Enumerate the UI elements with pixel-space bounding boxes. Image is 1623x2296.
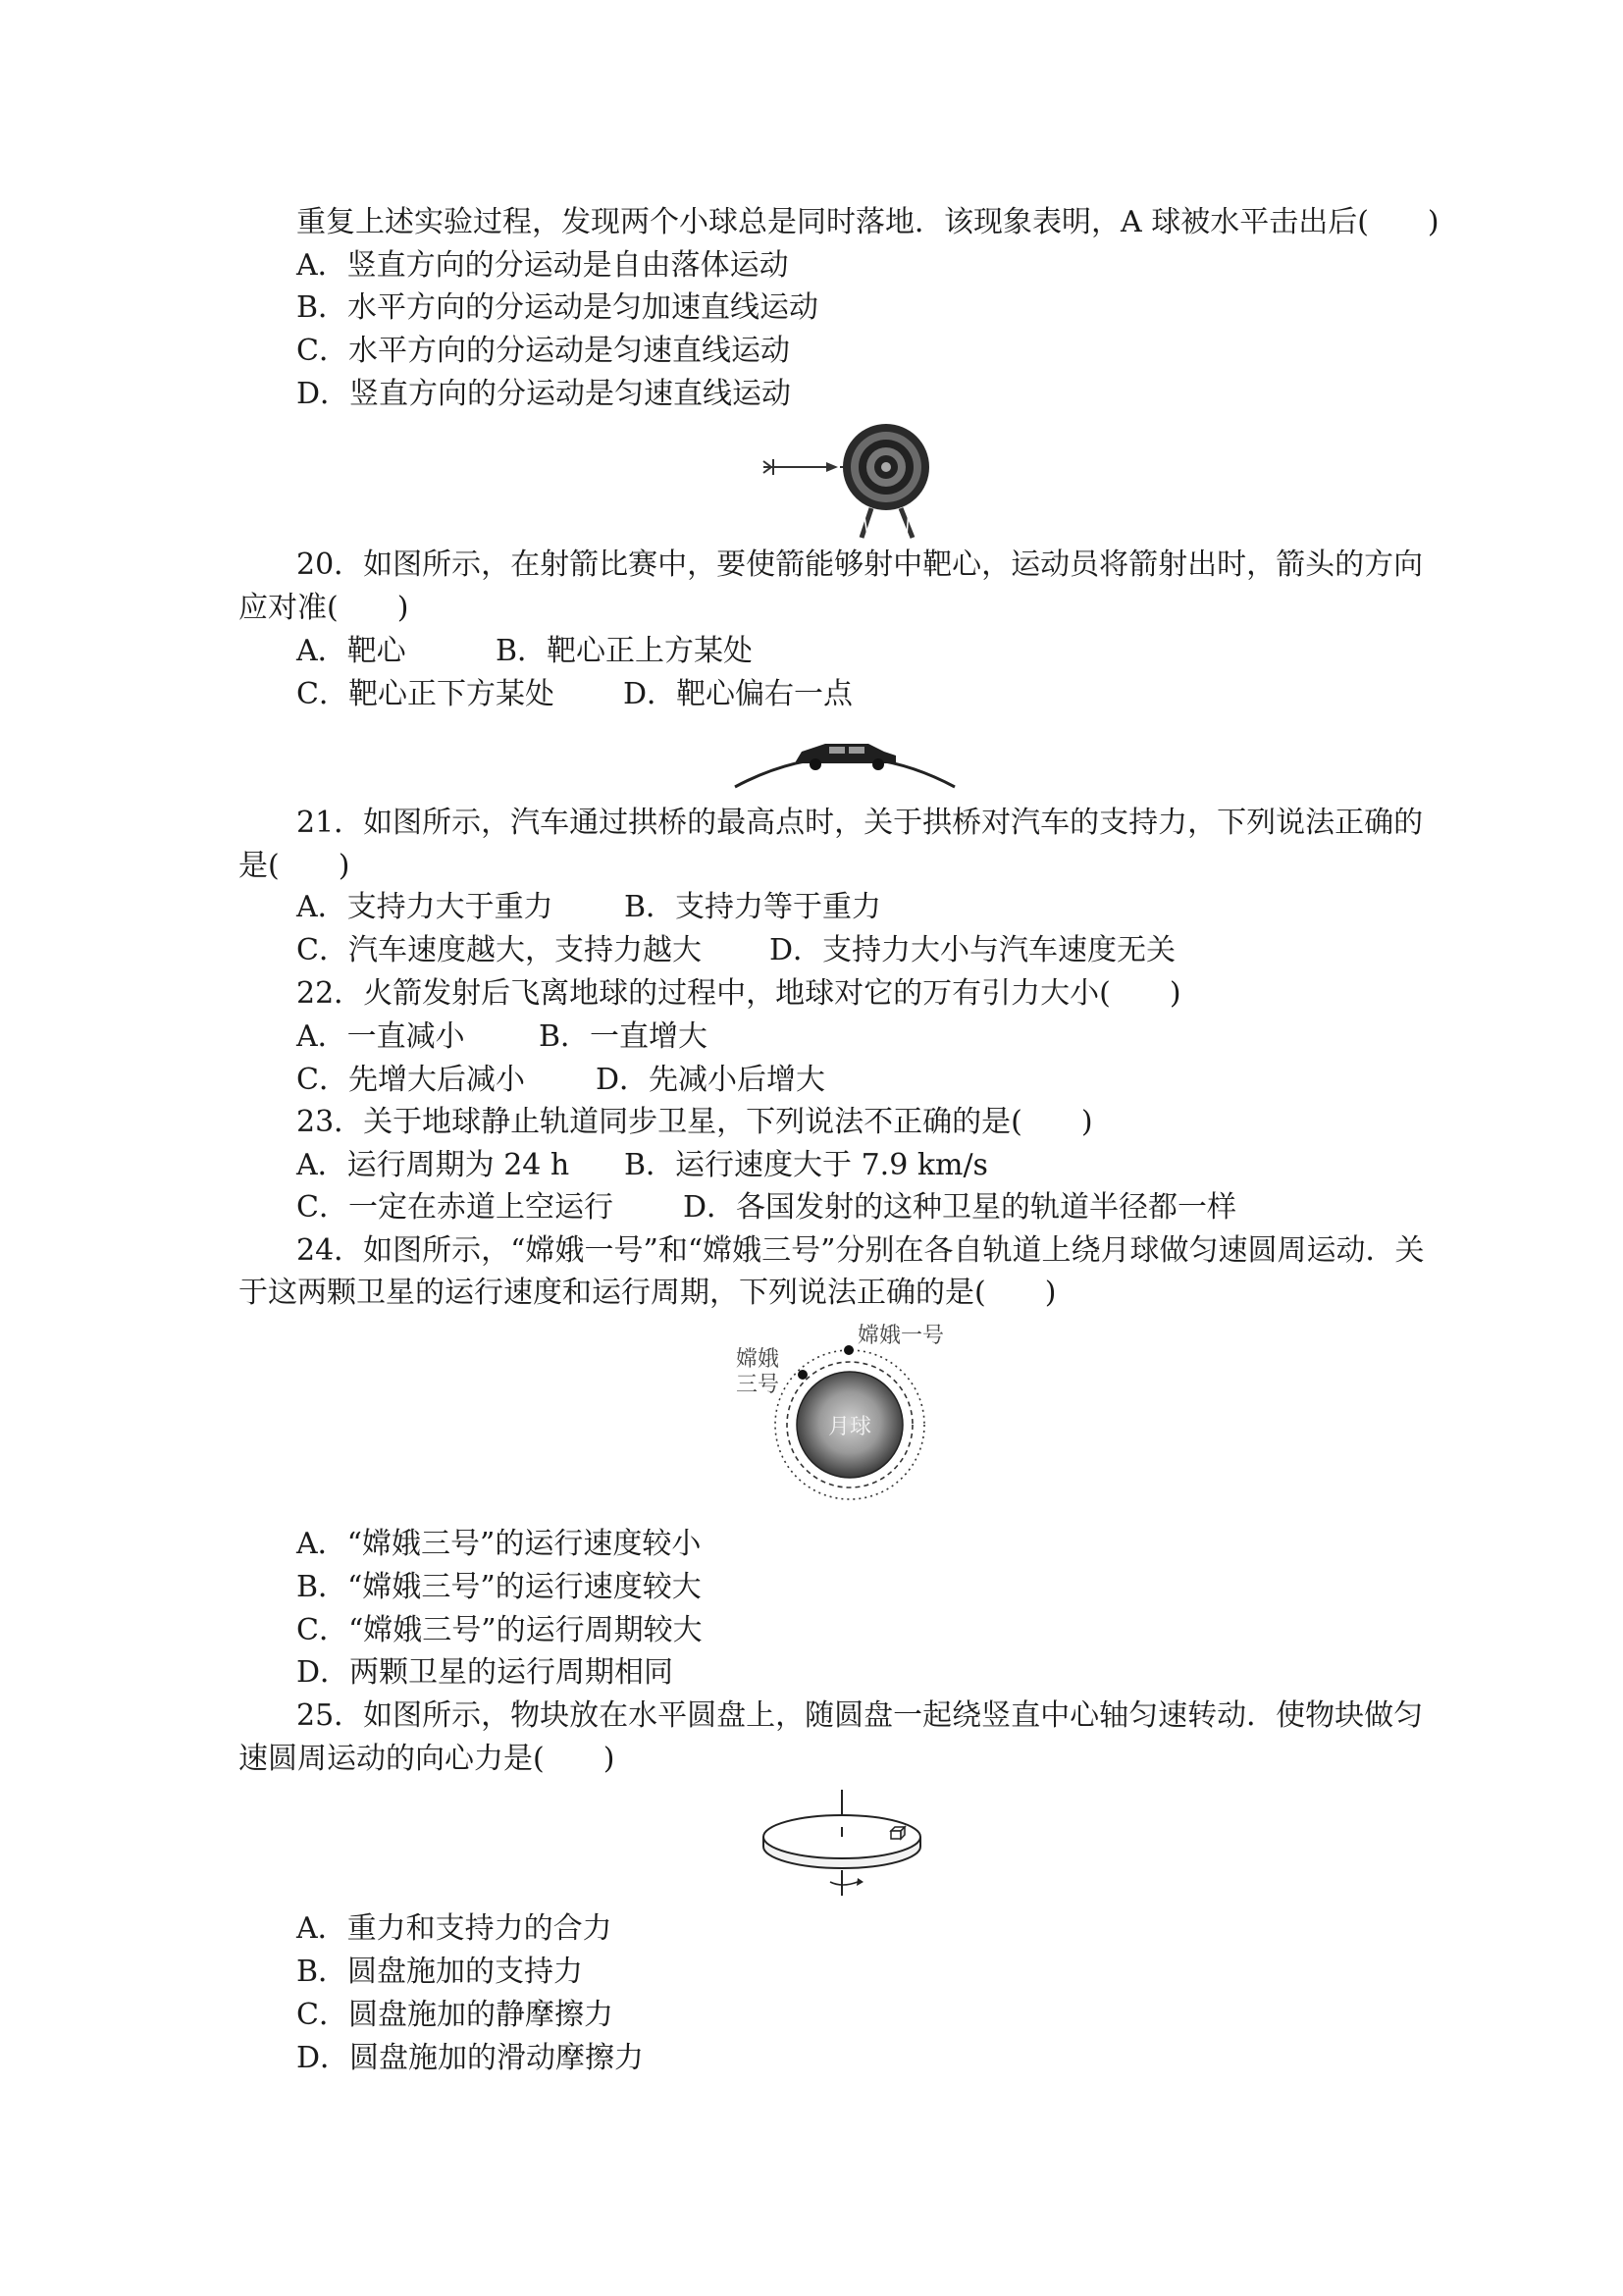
intro-option-b: B．水平方向的分运动是匀加速直线运动 (296, 290, 819, 325)
q24-option-c: C．“嫦娥三号”的运行周期较大 (296, 1613, 703, 1647)
q25-option-a: A．重力和支持力的合力 (296, 1911, 612, 1946)
intro-option-c: C．水平方向的分运动是匀速直线运动 (296, 334, 790, 368)
q23-option-d: D．各国发射的这种卫星的轨道半径都一样 (683, 1190, 1237, 1225)
q25-option-b: B．圆盘施加的支持力 (296, 1955, 584, 1989)
q25-option-d: D．圆盘施加的滑动摩擦力 (296, 2041, 645, 2075)
moon-label: 月球 (827, 1415, 872, 1439)
q23-option-a: A．运行周期为 24 h (296, 1148, 570, 1182)
q21-option-d: D．支持力大小与汽车速度无关 (769, 933, 1177, 967)
q22-option-d: D．先减小后增大 (596, 1063, 826, 1097)
q22-option-a: A．一直减小 (296, 1019, 465, 1054)
chang-e-3-label-2: 三号 (736, 1373, 780, 1397)
q21-option-b: B．支持力等于重力 (624, 890, 882, 924)
chang-e-1-label: 嫦娥一号 (858, 1324, 945, 1348)
q21-option-c: C．汽车速度越大，支持力越大 (296, 933, 702, 967)
rotating-disc-icon (756, 1786, 932, 1902)
q24-stem-line1: 24．如图所示，“嫦娥一号”和“嫦娥三号”分别在各自轨道上绕月球做匀速圆周运动．关 (296, 1233, 1425, 1268)
q24-option-a: A．“嫦娥三号”的运行速度较小 (296, 1527, 702, 1561)
q23-stem: 23．关于地球静止轨道同步卫星，下列说法不正确的是( ) (296, 1105, 1093, 1139)
q23-option-c: C．一定在赤道上空运行 (296, 1190, 613, 1225)
q20-option-a: A．靶心 (296, 634, 406, 668)
q20-option-b: B．靶心正上方某处 (496, 634, 754, 668)
chang-e-3-label-1: 嫦娥 (736, 1347, 780, 1372)
archery-target-icon (746, 402, 962, 549)
q20-stem-line2: 应对准( ) (238, 591, 409, 625)
q21-option-a: A．支持力大于重力 (296, 890, 553, 924)
q25-stem-line1: 25．如图所示，物块放在水平圆盘上，随圆盘一起绕竖直中心轴匀速转动．使物块做匀 (296, 1698, 1424, 1733)
q24-option-b: B．“嫦娥三号”的运行速度较大 (296, 1570, 702, 1604)
q22-stem: 22．火箭发射后飞离地球的过程中，地球对它的万有引力大小( ) (296, 976, 1181, 1011)
q20-option-d: D．靶心偏右一点 (623, 677, 854, 711)
q21-stem-line2: 是( ) (238, 849, 350, 883)
q22-option-c: C．先增大后减小 (296, 1063, 525, 1097)
car-on-bridge-icon (731, 714, 959, 791)
intro-option-a: A．竖直方向的分运动是自由落体运动 (296, 248, 789, 283)
intro-stem: 重复上述实验过程，发现两个小球总是同时落地．该现象表明，A 球被水平击出后( ) (296, 205, 1440, 239)
q24-stem-line2: 于这两颗卫星的运行速度和运行周期，下列说法正确的是( ) (238, 1276, 1057, 1310)
q20-stem-line1: 20．如图所示，在射箭比赛中，要使箭能够射中靶心，运动员将箭射出时，箭头的方向 (296, 548, 1424, 582)
q25-option-c: C．圆盘施加的静摩擦力 (296, 1998, 613, 2032)
moon-orbit-icon (726, 1315, 971, 1501)
q25-stem-line2: 速圆周运动的向心力是( ) (238, 1742, 615, 1776)
q21-stem-line1: 21．如图所示，汽车通过拱桥的最高点时，关于拱桥对汽车的支持力，下列说法正确的 (296, 806, 1424, 840)
q22-option-b: B．一直增大 (539, 1019, 708, 1054)
q24-option-d: D．两颗卫星的运行周期相同 (296, 1655, 674, 1690)
q23-option-b: B．运行速度大于 7.9 km/s (624, 1148, 988, 1182)
intro-option-d: D．竖直方向的分运动是匀速直线运动 (296, 377, 792, 411)
q20-option-c: C．靶心正下方某处 (296, 677, 554, 711)
